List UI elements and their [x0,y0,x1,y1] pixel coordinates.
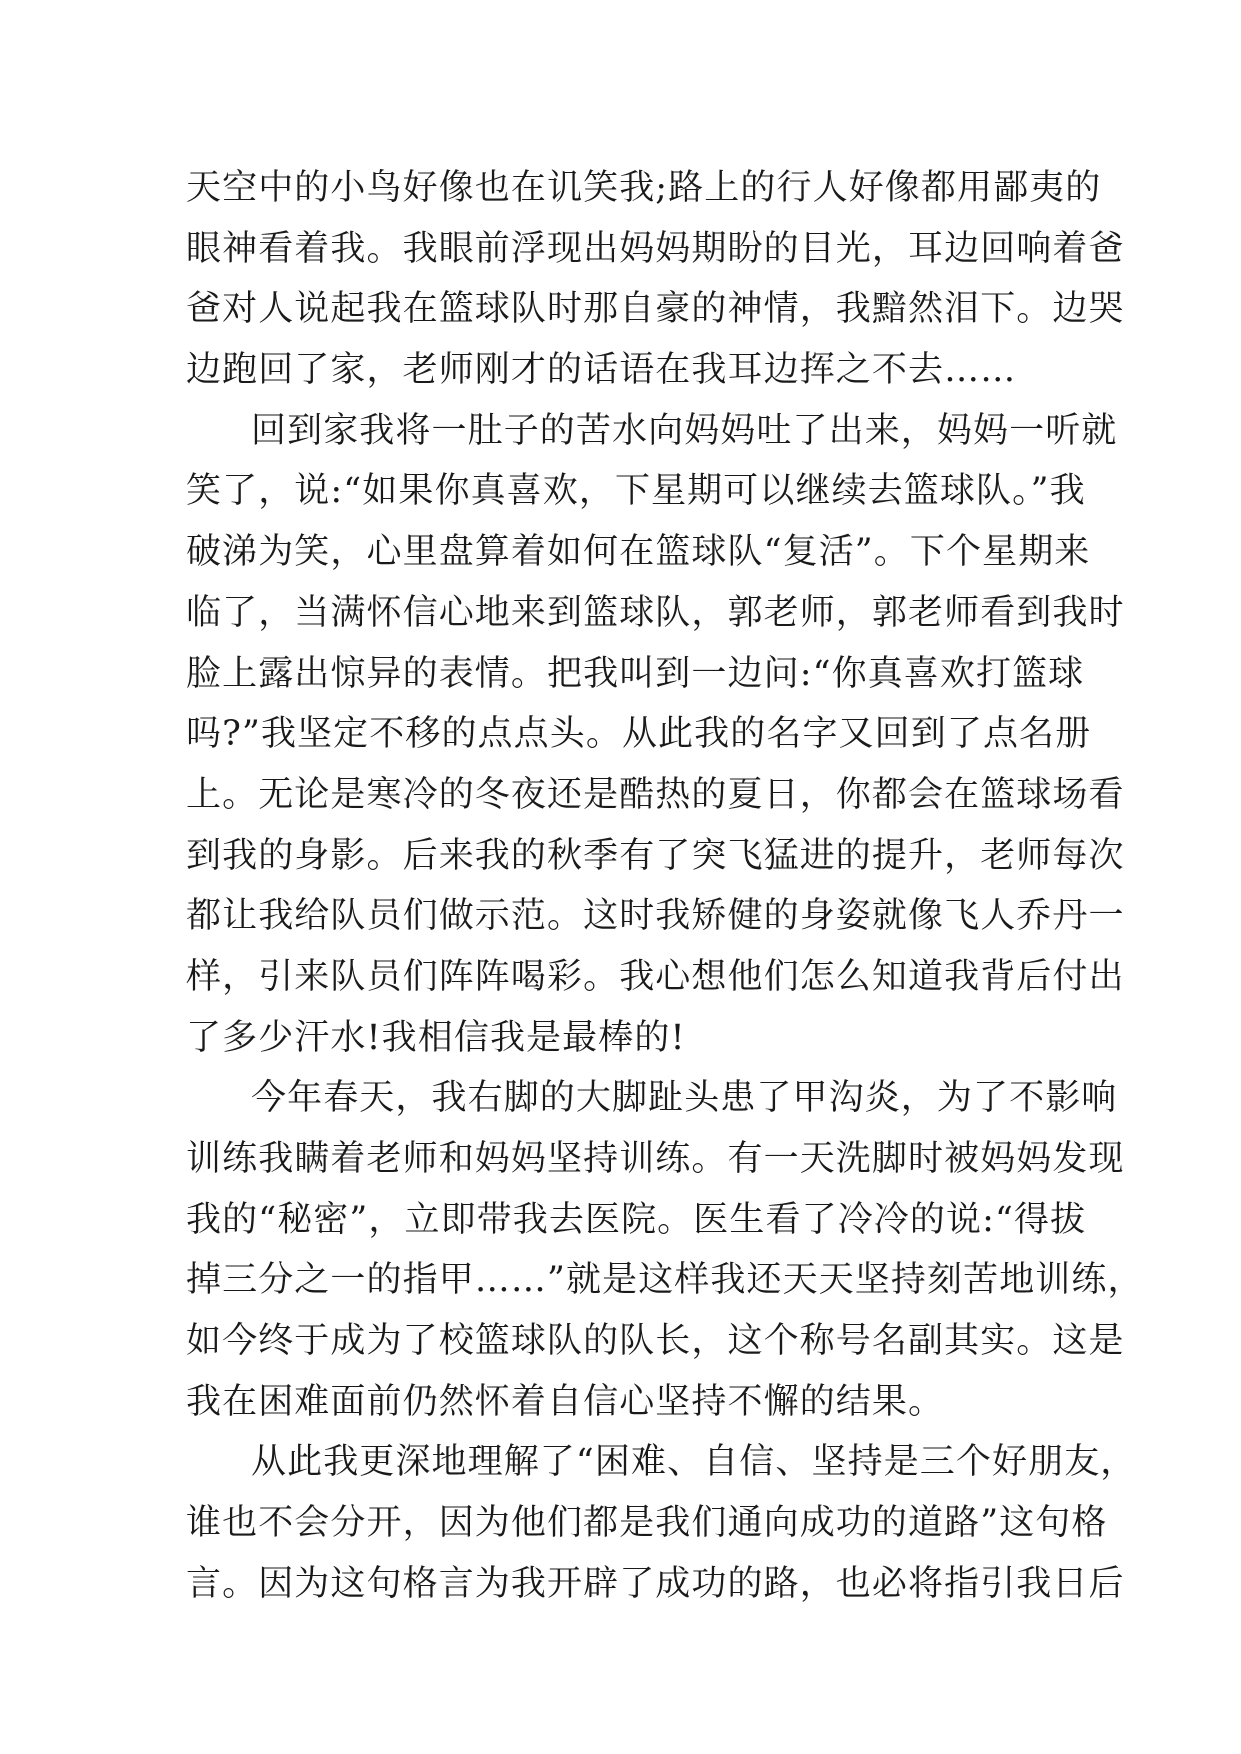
text-line: 眼神看着我。我眼前浮现出妈妈期盼的目光，耳边回响着爸 [186,228,1125,269]
text-line: 边跑回了家，老师刚才的话语在我耳边挥之不去…… [186,350,1017,391]
paragraph-2 [186,401,1125,1069]
document-body [186,158,1144,1615]
text-line: 从此我更深地理解了“困难、自信、坚持是三个好朋友， [251,1442,1137,1483]
text-line: 如今终于成为了校篮球队的队长，这个称号名副其实。这是 [186,1321,1125,1362]
text-line: 爸对人说起我在篮球队时那自豪的神情，我黯然泪下。边哭 [186,289,1125,330]
text-line: 样，引来队员们阵阵喝彩。我心想他们怎么知道我背后付出 [186,956,1125,997]
text-line: 破涕为笑，心里盘算着如何在篮球队“复活”。下个星期来 [186,532,1091,573]
text-line: 天空中的小鸟好像也在讥笑我;路上的行人好像都用鄙夷的 [186,168,1102,208]
text-line: 了多少汗水!我相信我是最棒的! [186,1017,686,1058]
text-line: 吗?”我坚定不移的点点头。从此我的名字又回到了点名册 [186,714,1092,755]
text-line: 我的“秘密”，立即带我去医院。医生看了冷冷的说:“得拔 [186,1199,1087,1240]
text-line: 笑了，说:“如果你真喜欢，下星期可以继续去篮球队。”我 [186,471,1086,512]
text-line: 言。因为这句格言为我开辟了成功的路，也必将指引我日后 [186,1563,1125,1604]
paragraph-3 [186,1068,1144,1432]
text-line: 上。无论是寒冷的冬夜还是酷热的夏日，你都会在篮球场看 [186,774,1125,815]
paragraph-4 [186,1432,1137,1614]
text-line: 掉三分之一的指甲……”就是这样我还天天坚持刻苦地训练， [186,1260,1144,1301]
text-line: 训练我瞒着老师和妈妈坚持训练。有一天洗脚时被妈妈发现 [186,1139,1125,1179]
text-line: 临了，当满怀信心地来到篮球队，郭老师，郭老师看到我时 [186,592,1125,633]
text-line: 脸上露出惊异的表情。把我叫到一边问:“你真喜欢打篮球 [186,653,1085,694]
text-line: 都让我给队员们做示范。这时我矫健的身姿就像飞人乔丹一 [186,896,1125,937]
text-line: 回到家我将一肚子的苦水向妈妈吐了出来，妈妈一听就 [251,410,1118,451]
text-line: 到我的身影。后来我的秋季有了突飞猛进的提升，老师每次 [186,835,1125,876]
text-line: 谁也不会分开，因为他们都是我们通向成功的道路”这句格 [186,1503,1108,1544]
text-line: 我在困难面前仍然怀着自信心坚持不懈的结果。 [186,1381,945,1422]
text-line: 今年春天，我右脚的大脚趾头患了甲沟炎，为了不影响 [251,1078,1118,1119]
paragraph-1 [186,158,1125,401]
